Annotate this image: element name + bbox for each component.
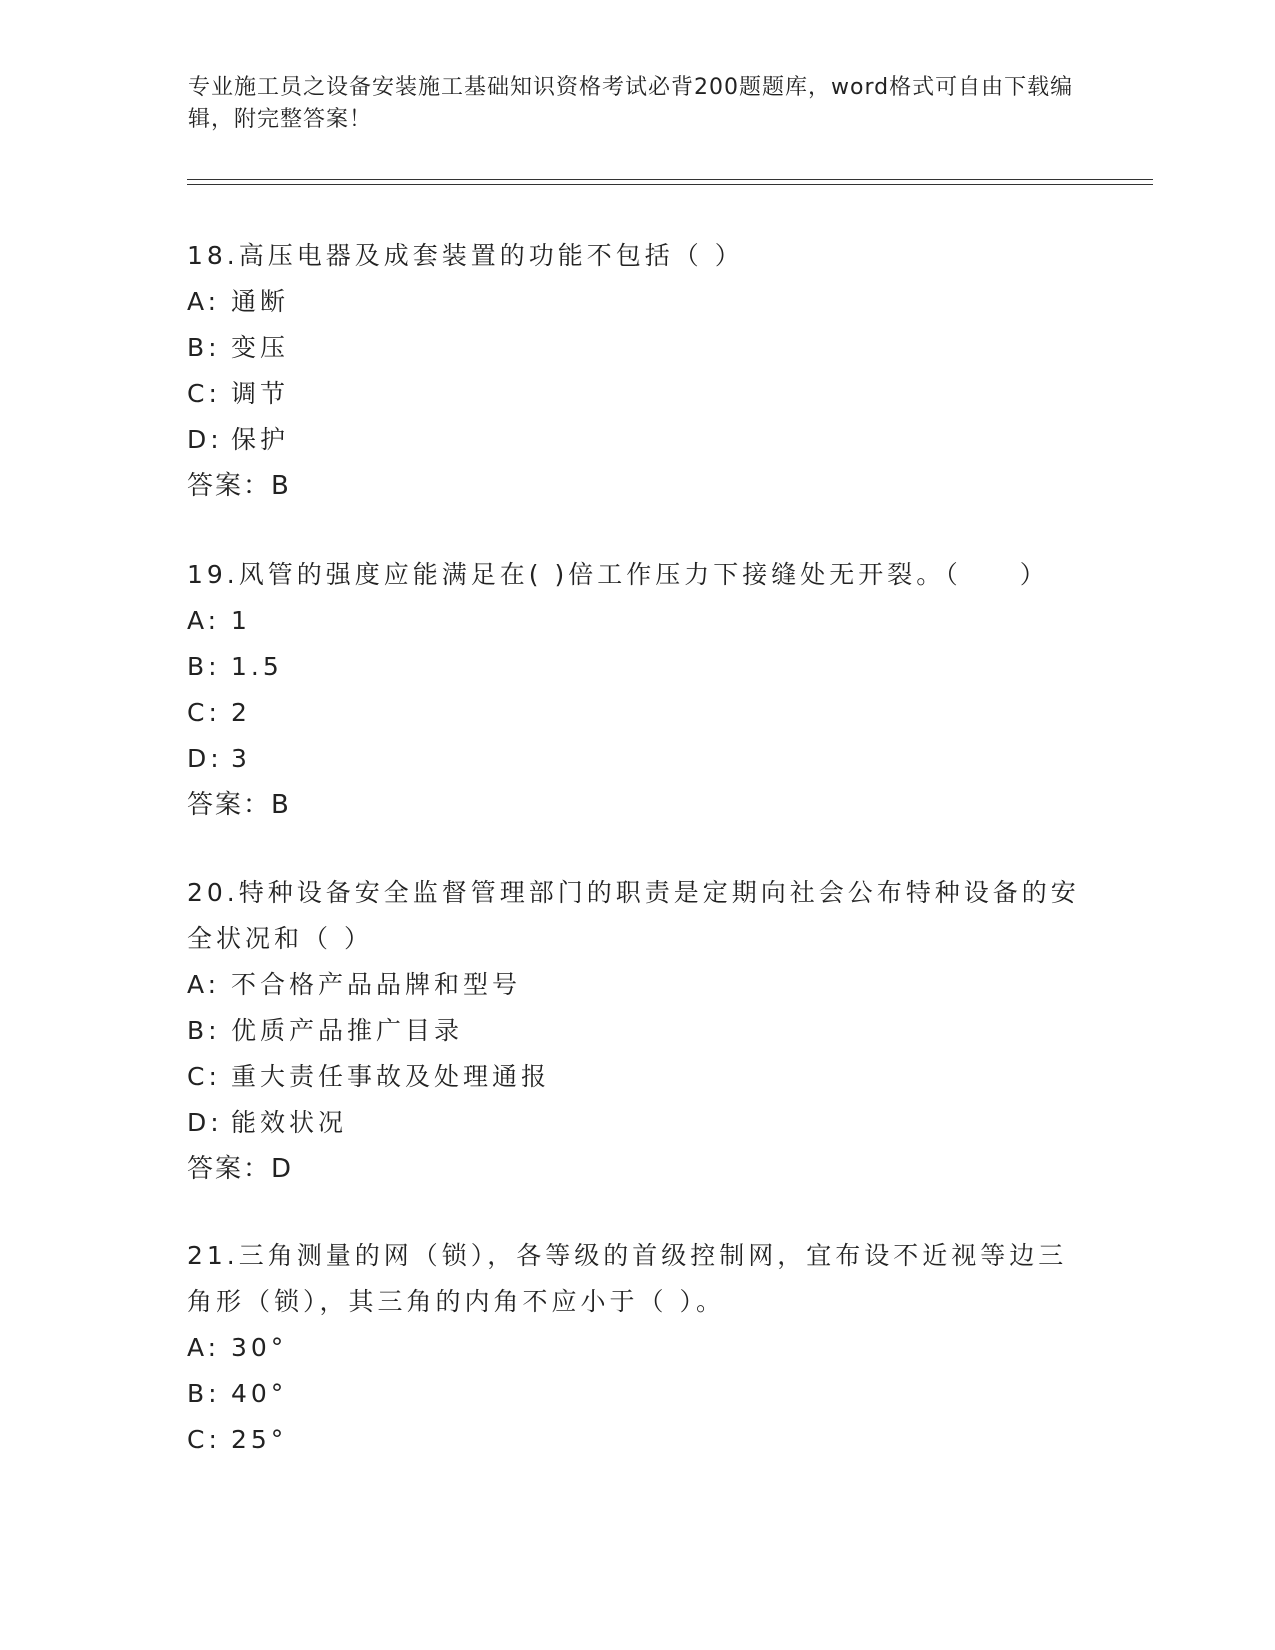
question-text: 18.高压电器及成套装置的功能不包括（ ） (187, 241, 744, 270)
option-c (187, 1417, 1087, 1463)
option-text: 不合格产品品牌和型号 (231, 970, 522, 999)
option-key: A: (187, 606, 221, 635)
option-key: A: (187, 970, 221, 999)
option-c (187, 1054, 1087, 1100)
option-key: D: (187, 425, 223, 454)
option-key: A: (187, 287, 221, 316)
option-key: B: (187, 1016, 221, 1045)
option-text: 调节 (231, 379, 290, 408)
question-text: 19.风管的强度应能满足在( )倍工作压力下接缝处无开裂。（ ） (187, 560, 1049, 589)
option-text: 25° (231, 1425, 288, 1454)
option-text: 1 (231, 606, 251, 635)
answer: 答案：D (187, 1154, 294, 1184)
option-text: 通断 (231, 287, 290, 316)
option-text: 40° (231, 1379, 288, 1408)
option-a (187, 279, 1087, 325)
option-d (187, 1100, 1087, 1146)
option-text: 30° (231, 1333, 288, 1362)
option-b (187, 644, 1087, 690)
option-b (187, 1008, 1087, 1054)
question-20 (187, 870, 1087, 1192)
option-text: 保护 (231, 425, 290, 454)
option-text: 2 (231, 698, 251, 727)
option-text: 重大责任事故及处理通报 (231, 1062, 551, 1091)
option-key: B: (187, 652, 221, 681)
option-d (187, 736, 1087, 782)
option-a (187, 962, 1087, 1008)
question-18 (187, 233, 1087, 509)
option-key: A: (187, 1333, 221, 1362)
answer: 答案：B (187, 790, 291, 820)
option-key: C: (187, 698, 221, 727)
document-header: 专业施工员之设备安装施工基础知识资格考试必背200题题库，word格式可自由下载编辑，附完整答案！ (188, 75, 1074, 132)
option-text: 1.5 (231, 652, 283, 681)
option-text: 3 (231, 744, 251, 773)
option-b (187, 1371, 1087, 1417)
question-19 (187, 552, 1087, 828)
option-key: D: (187, 744, 223, 773)
header-divider-top (187, 179, 1153, 180)
option-key: D: (187, 1108, 223, 1137)
option-key: C: (187, 379, 221, 408)
option-a (187, 1325, 1087, 1371)
option-b (187, 325, 1087, 371)
header-divider-bottom (187, 184, 1153, 185)
option-key: C: (187, 1425, 221, 1454)
option-key: C: (187, 1062, 221, 1091)
option-d (187, 417, 1087, 463)
option-a (187, 598, 1087, 644)
option-key: B: (187, 333, 221, 362)
option-text: 变压 (231, 333, 290, 362)
question-21 (187, 1233, 1087, 1463)
question-text: 21.三角测量的网（锁），各等级的首级控制网，宜布设不近视等边三角形（锁），其三角的内角不应小于（ ）。 (187, 1241, 1068, 1316)
answer: 答案：B (187, 471, 291, 501)
option-key: B: (187, 1379, 221, 1408)
option-c (187, 690, 1087, 736)
option-c (187, 371, 1087, 417)
question-text: 20.特种设备安全监督管理部门的职责是定期向社会公布特种设备的安全状况和（ ） (187, 878, 1080, 953)
option-text: 优质产品推广目录 (231, 1016, 464, 1045)
option-text: 能效状况 (231, 1108, 348, 1137)
